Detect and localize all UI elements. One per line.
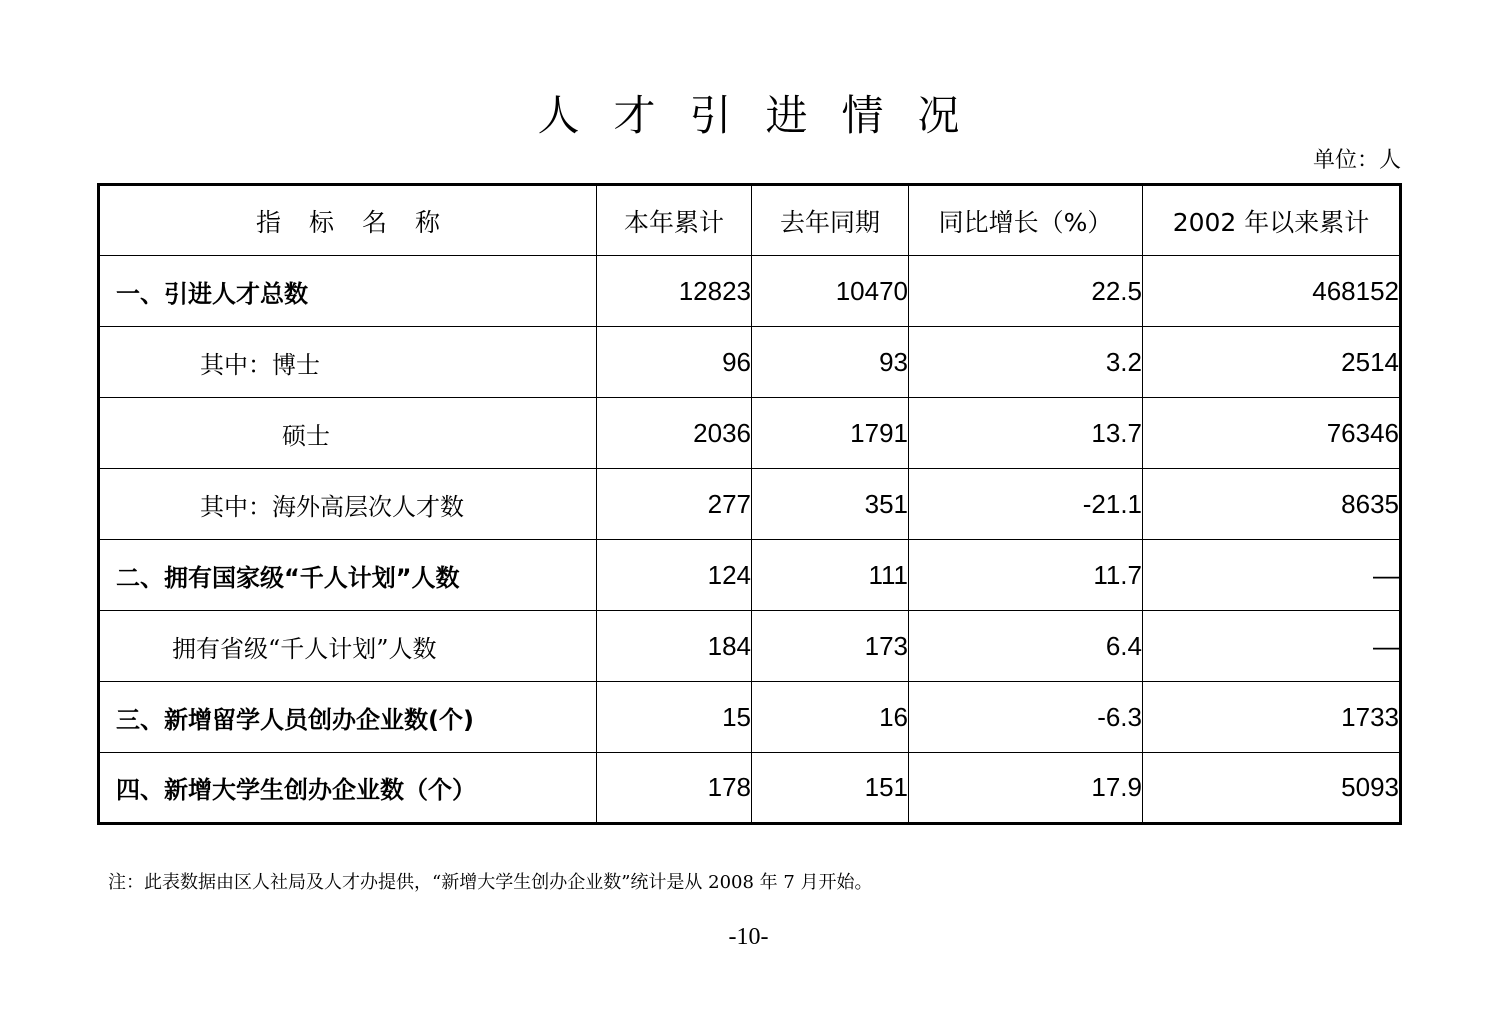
row-label: 二、拥有国家级“千人计划”人数: [99, 540, 597, 611]
table-row: [99, 469, 1401, 540]
header-since-2002: 2002 年以来累计: [1143, 185, 1401, 256]
footnote: 注：此表数据由区人社局及人才办提供，“新增大学生创办企业数”统计是从 2008 年 7 月开始。: [108, 872, 873, 893]
cell-since-2002: 76346: [1143, 398, 1401, 469]
cell-this-year: 15: [597, 682, 752, 753]
cell-yoy-growth: 17.9: [909, 753, 1143, 824]
page-title: 人才引进情况: [537, 91, 994, 140]
cell-since-2002: 1733: [1143, 682, 1401, 753]
table-row: [99, 753, 1401, 824]
table-row: [99, 682, 1401, 753]
cell-this-year: 124: [597, 540, 752, 611]
cell-since-2002: —: [1143, 540, 1401, 611]
table-row: [99, 327, 1401, 398]
cell-yoy-growth: -6.3: [909, 682, 1143, 753]
table-row: [99, 611, 1401, 682]
table-row: [99, 256, 1401, 327]
page-number: -10-: [728, 924, 769, 950]
cell-last-year: 1791: [752, 398, 909, 469]
cell-last-year: 93: [752, 327, 909, 398]
cell-since-2002: 468152: [1143, 256, 1401, 327]
cell-yoy-growth: 6.4: [909, 611, 1143, 682]
cell-this-year: 12823: [597, 256, 752, 327]
cell-this-year: 178: [597, 753, 752, 824]
row-label: 一、引进人才总数: [99, 256, 597, 327]
cell-since-2002: 2514: [1143, 327, 1401, 398]
cell-last-year: 10470: [752, 256, 909, 327]
cell-since-2002: 5093: [1143, 753, 1401, 824]
cell-last-year: 173: [752, 611, 909, 682]
cell-since-2002: 8635: [1143, 469, 1401, 540]
row-label: 其中：博士: [99, 327, 597, 398]
header-last-year: 去年同期: [752, 185, 909, 256]
header-yoy-growth: 同比增长（%）: [909, 185, 1143, 256]
cell-last-year: 16: [752, 682, 909, 753]
cell-last-year: 151: [752, 753, 909, 824]
row-label: 硕士: [99, 398, 597, 469]
cell-since-2002: —: [1143, 611, 1401, 682]
row-label: 四、新增大学生创办企业数（个）: [99, 753, 597, 824]
cell-this-year: 2036: [597, 398, 752, 469]
cell-yoy-growth: 3.2: [909, 327, 1143, 398]
cell-this-year: 96: [597, 327, 752, 398]
row-label: 其中：海外高层次人才数: [99, 469, 597, 540]
table-row: [99, 540, 1401, 611]
table-header-row: [99, 185, 1401, 256]
cell-last-year: 111: [752, 540, 909, 611]
cell-yoy-growth: 22.5: [909, 256, 1143, 327]
talent-table: [97, 183, 1402, 825]
cell-yoy-growth: 11.7: [909, 540, 1143, 611]
header-this-year: 本年累计: [597, 185, 752, 256]
row-label: 拥有省级“千人计划”人数: [99, 611, 597, 682]
header-indicator-name: 指标名称: [99, 185, 597, 256]
cell-yoy-growth: -21.1: [909, 469, 1143, 540]
cell-this-year: 277: [597, 469, 752, 540]
cell-last-year: 351: [752, 469, 909, 540]
cell-yoy-growth: 13.7: [909, 398, 1143, 469]
unit-label: 单位：人: [1312, 148, 1401, 173]
table-row: [99, 398, 1401, 469]
cell-this-year: 184: [597, 611, 752, 682]
row-label: 三、新增留学人员创办企业数(个): [99, 682, 597, 753]
